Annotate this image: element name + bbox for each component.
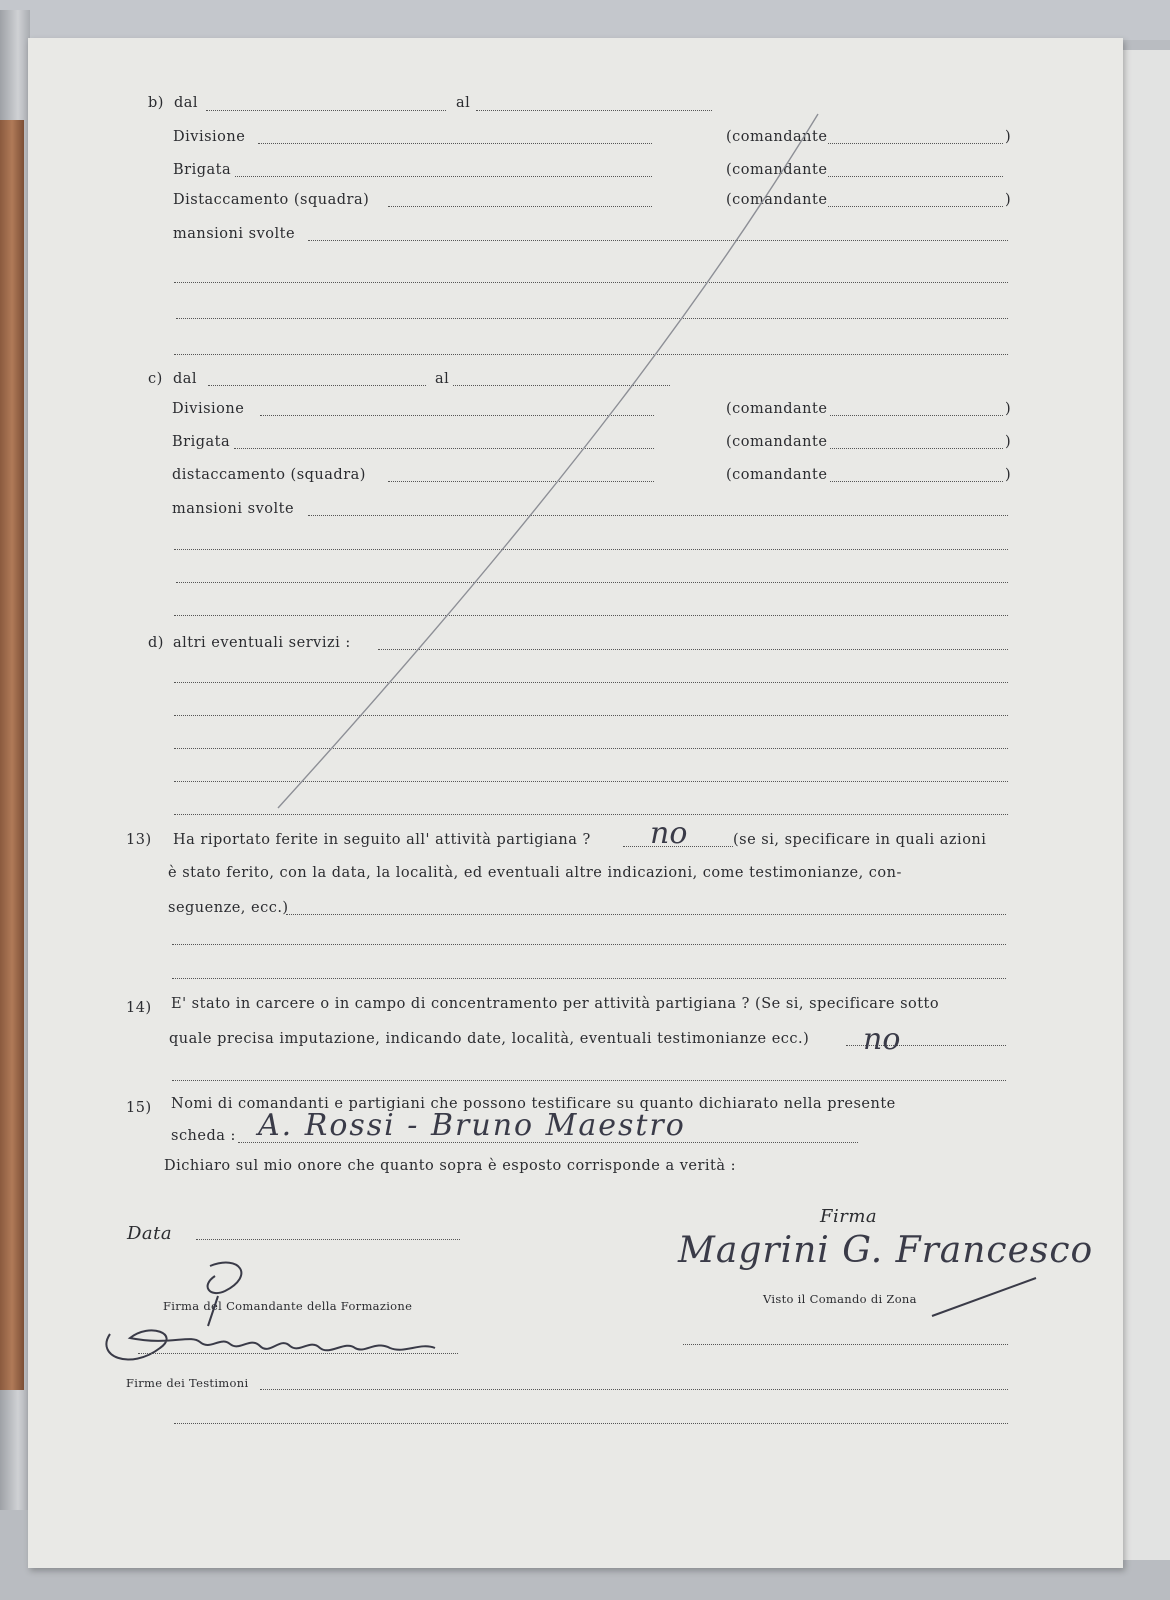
section-b-divisione-label: Divisione <box>173 129 246 145</box>
section-c-brigata-close: ) <box>1005 434 1012 450</box>
section-b-mansioni-label: mansioni svolte <box>173 226 296 242</box>
firma-signature: Magrini G. Francesco <box>678 1230 1094 1271</box>
section-b-divisione-comandante-label: (comandante <box>726 129 828 145</box>
section-c-divisione-label: Divisione <box>172 401 245 417</box>
section-b-distaccamento-comandante-field[interactable] <box>828 206 1003 207</box>
q14-line-2[interactable] <box>172 1080 1006 1081</box>
section-c-distaccamento-comandante-label: (comandante <box>726 467 828 483</box>
section-b-al-label: al <box>456 95 471 111</box>
section-b-brigata-comandante-label: (comandante <box>726 162 828 178</box>
binder-spine <box>0 120 24 1390</box>
q15-scheda-label: scheda : <box>171 1128 236 1144</box>
section-b-divisione-comandante-field[interactable] <box>828 143 1003 144</box>
section-c-dal-label: dal <box>173 371 198 387</box>
q14-line1: E' stato in carcere o in campo di concentramento per attività partigiana ? (Se si, specificare sotto <box>171 996 940 1012</box>
q13-line1b: (se si, specificare in quali azioni <box>733 832 987 848</box>
section-c-distaccamento-comandante-field[interactable] <box>830 481 1003 482</box>
q13-field[interactable] <box>286 914 1006 915</box>
q13-line1a: Ha riportato ferite in seguito all' attività partigiana ? <box>173 832 591 848</box>
section-c-brigata-label: Brigata <box>172 434 231 450</box>
section-d-label: altri eventuali servizi : <box>173 635 351 651</box>
section-b-distaccamento-label: Distaccamento (squadra) <box>173 192 370 208</box>
q13-line-2[interactable] <box>172 944 1006 945</box>
cancel-stroke <box>248 108 848 828</box>
section-b-dal-label: dal <box>174 95 199 111</box>
q15-answer: A. Rossi - Bruno Maestro <box>258 1108 686 1143</box>
q13-number: 13) <box>126 832 152 848</box>
q13-line3: seguenze, ecc.) <box>168 900 289 916</box>
section-b-marker: b) <box>148 95 164 111</box>
visto-comando-field[interactable] <box>683 1344 1008 1345</box>
testimoni-line-2[interactable] <box>174 1423 1008 1424</box>
section-c-distaccamento-close: ) <box>1005 467 1012 483</box>
testimoni-field[interactable] <box>260 1389 1008 1390</box>
section-c-marker: c) <box>148 371 163 387</box>
section-c-al-label: al <box>435 371 450 387</box>
comandante-formazione-label: Firma del Comandante della Formazione <box>163 1299 413 1313</box>
form-page <box>28 38 1123 1568</box>
visto-comando-label: Visto il Comando di Zona <box>763 1292 917 1306</box>
section-d-marker: d) <box>148 635 164 651</box>
section-b-brigata-label: Brigata <box>173 162 232 178</box>
section-b-distaccamento-comandante-label: (comandante <box>726 192 828 208</box>
section-c-divisione-close: ) <box>1005 401 1012 417</box>
section-b-distaccamento-close: ) <box>1005 192 1012 208</box>
q13-line-3[interactable] <box>172 978 1006 979</box>
section-b-divisione-close: ) <box>1005 129 1012 145</box>
section-c-brigata-comandante-field[interactable] <box>830 448 1003 449</box>
q15-number: 15) <box>126 1100 152 1116</box>
section-c-brigata-comandante-label: (comandante <box>726 434 828 450</box>
firma-label: Firma <box>820 1206 878 1227</box>
q13-line2: è stato ferito, con la data, la località, ed eventuali altre indicazioni, come testimonianze, con- <box>168 865 902 881</box>
declaration-text: Dichiaro sul mio onore che quanto sopra è esposto corrisponde a verità : <box>164 1158 737 1174</box>
q14-line2: quale precisa imputazione, indicando date, località, eventuali testimonianze ecc.) <box>169 1031 810 1047</box>
testimoni-label: Firme dei Testimoni <box>126 1376 249 1390</box>
data-label: Data <box>127 1223 173 1244</box>
section-c-mansioni-label: mansioni svolte <box>172 501 295 517</box>
section-c-divisione-comandante-field[interactable] <box>830 415 1003 416</box>
section-b-brigata-comandante-field[interactable] <box>828 176 1003 177</box>
q13-answer: no <box>650 816 688 851</box>
comandante-formazione-field[interactable] <box>138 1353 458 1354</box>
q14-number: 14) <box>126 1000 152 1016</box>
section-c-divisione-comandante-label: (comandante <box>726 401 828 417</box>
comandante-signature <box>90 1256 450 1376</box>
data-field[interactable] <box>196 1239 460 1240</box>
background-top <box>0 0 1170 40</box>
firma-underline-stroke <box>928 1274 1048 1324</box>
q15-line1: Nomi di comandanti e partigiani che possono testificare su quanto dichiarato nella presente <box>171 1096 896 1112</box>
section-c-distaccamento-label: distaccamento (squadra) <box>172 467 366 483</box>
q14-answer: no <box>863 1022 901 1057</box>
